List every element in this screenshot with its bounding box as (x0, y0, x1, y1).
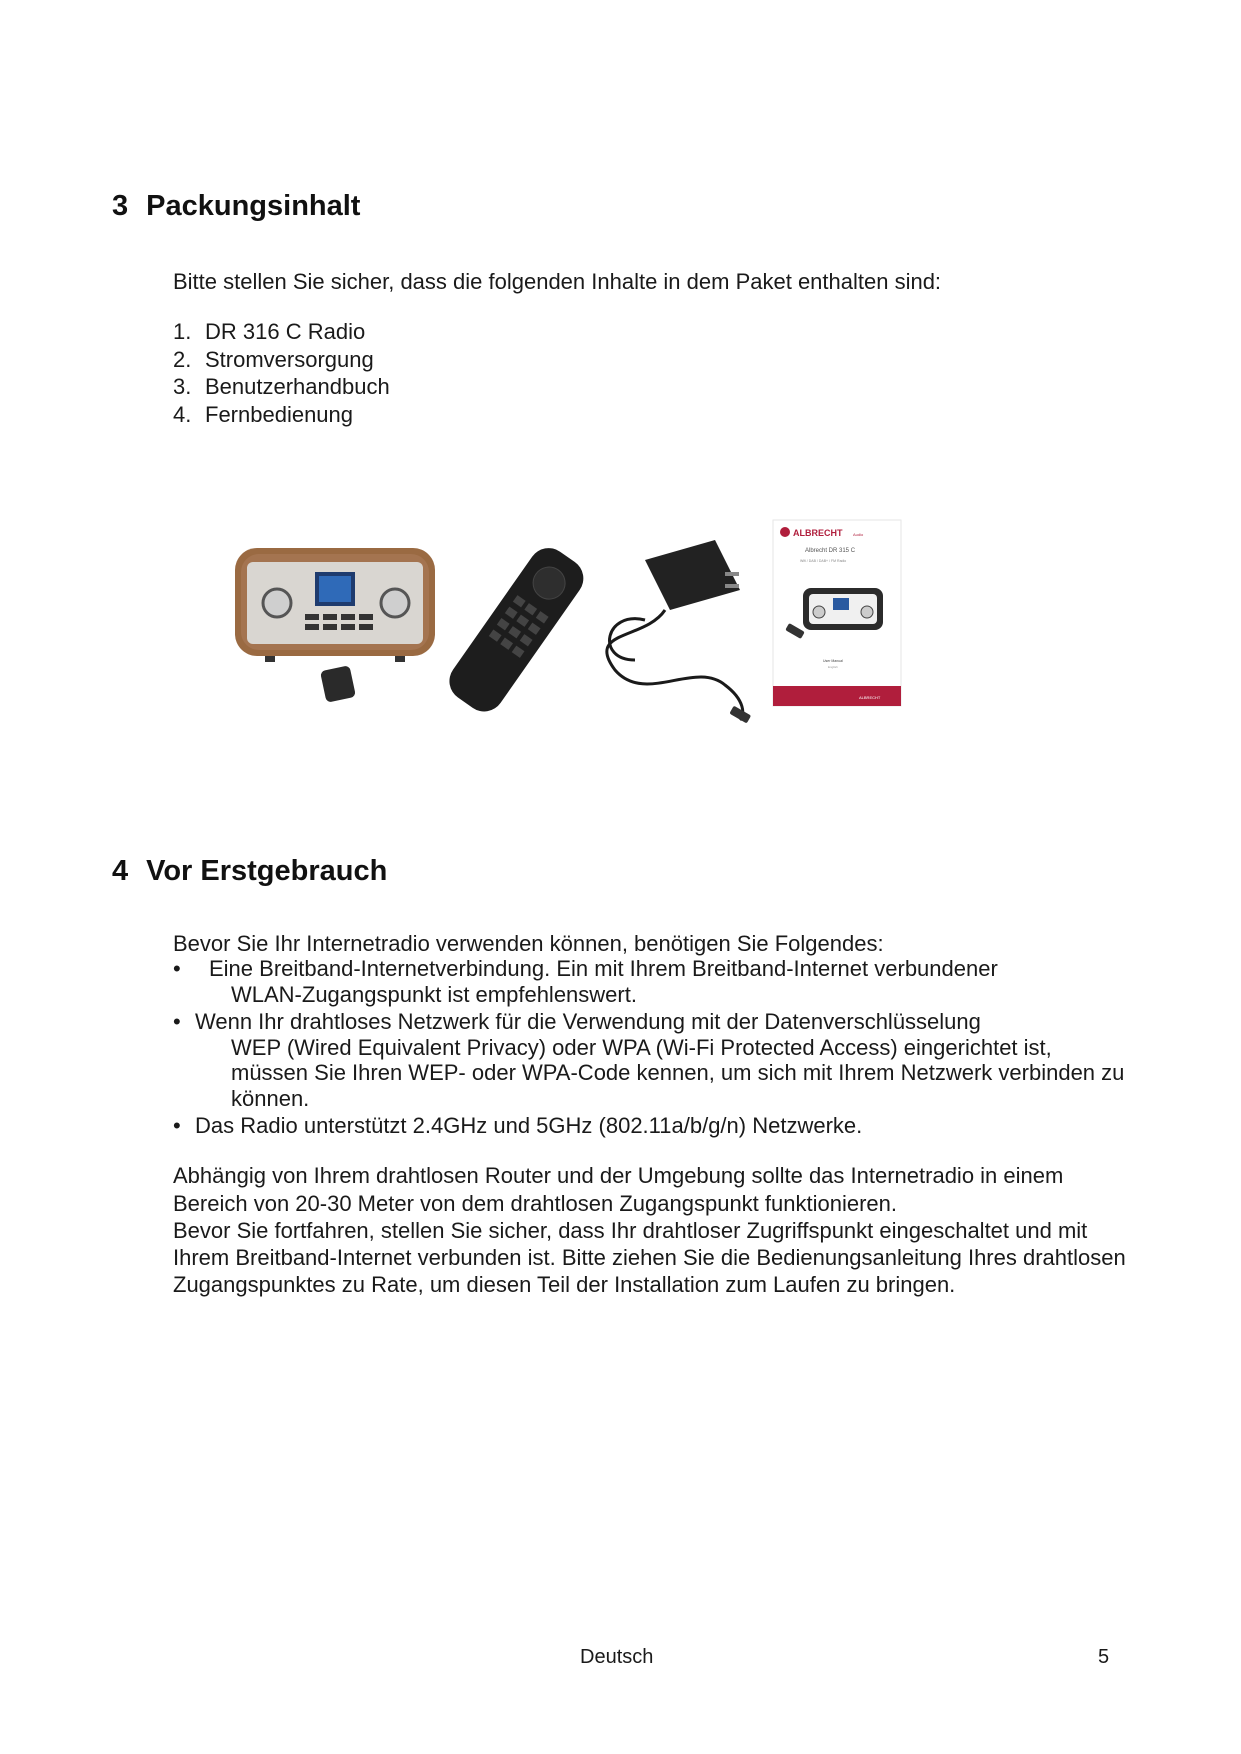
manual-footer-brand: ALBRECHT (859, 695, 881, 700)
section-4-heading (112, 855, 387, 888)
list-item: • Eine Breitband-Internetverbindung. Ein mit Ihrem Breitband-Internet verbundener WLAN-Zugangspunkt ist empfehlenswert. (173, 956, 998, 1007)
section-3-heading (112, 190, 360, 223)
list-item: 4. Fernbedienung (173, 401, 354, 427)
section-number: 3 (112, 190, 129, 222)
manual-model: Albrecht DR 315 C (805, 548, 856, 554)
contents-list (173, 318, 390, 428)
list-item: 2. Stromversorgung (173, 346, 374, 372)
manual-brand: ALBRECHT (793, 528, 843, 538)
list-item: • Wenn Ihr drahtloses Netzwerk für die Verwendung mit der Datenverschlüsselung WEP (Wired Equivalent Privacy) oder WPA (Wi-Fi Protected Access) eingerichtet ist, müssen Sie Ihren WEP- oder WPA-Code kennen, um sich mit Ihrem Netzwerk verbinden zu können. (173, 1009, 1125, 1111)
section-number: 4 (112, 855, 129, 887)
bullet: • (173, 1113, 181, 1138)
manual-language: English (828, 665, 838, 669)
range-paragraph: Abhängig von Ihrem drahtlosen Router und der Umgebung sollte das Internetradio in einem Bereich von 20-30 Meter von dem drahtlosen Zugangspunkt funktionieren. (173, 1163, 1064, 1216)
manual-brand-suffix: Audio (853, 532, 864, 537)
bullet: • (173, 956, 181, 981)
radio-image (235, 548, 435, 703)
footer-language: Deutsch (580, 1646, 654, 1668)
section-title: Vor Erstgebrauch (146, 855, 388, 887)
power-supply-image (607, 540, 751, 723)
requirements-intro: Bevor Sie Ihr Internetradio verwenden können, benötigen Sie Folgendes: (173, 931, 884, 956)
remote-control-image (442, 540, 592, 719)
bullet: • (173, 1009, 181, 1034)
package-contents-photo (225, 510, 985, 738)
requirements-list (173, 956, 1133, 1141)
page-number: 5 (1098, 1646, 1110, 1668)
section-title: Packungsinhalt (146, 190, 361, 222)
manual-bands: Wifi / DAB / DAB+ / FM Radio (800, 559, 847, 563)
setup-paragraph: Bevor Sie fortfahren, stellen Sie sicher, dass Ihr drahtloser Zugriffspunkt eingeschaltet und mit Ihrem Breitband-Internet verbunden ist. Bitte ziehen Sie die Bedienungsanleitung Ihres drahtlosen Zugangspunktes zu Rate, um diesen Teil der Installation zum Laufen zu bringen. (173, 1218, 1126, 1297)
list-item: 3. Benutzerhandbuch (173, 374, 390, 399)
list-item: 1. DR 316 C Radio (173, 319, 366, 344)
list-item: • Das Radio unterstützt 2.4GHz und 5GHz (802.11a/b/g/n) Netzwerke. (173, 1113, 863, 1138)
contents-intro: Bitte stellen Sie sicher, dass die folgenden Inhalte in dem Paket enthalten sind: (173, 269, 942, 294)
user-manual-image (773, 520, 901, 706)
manual-doc-title: User Manual (823, 659, 843, 663)
